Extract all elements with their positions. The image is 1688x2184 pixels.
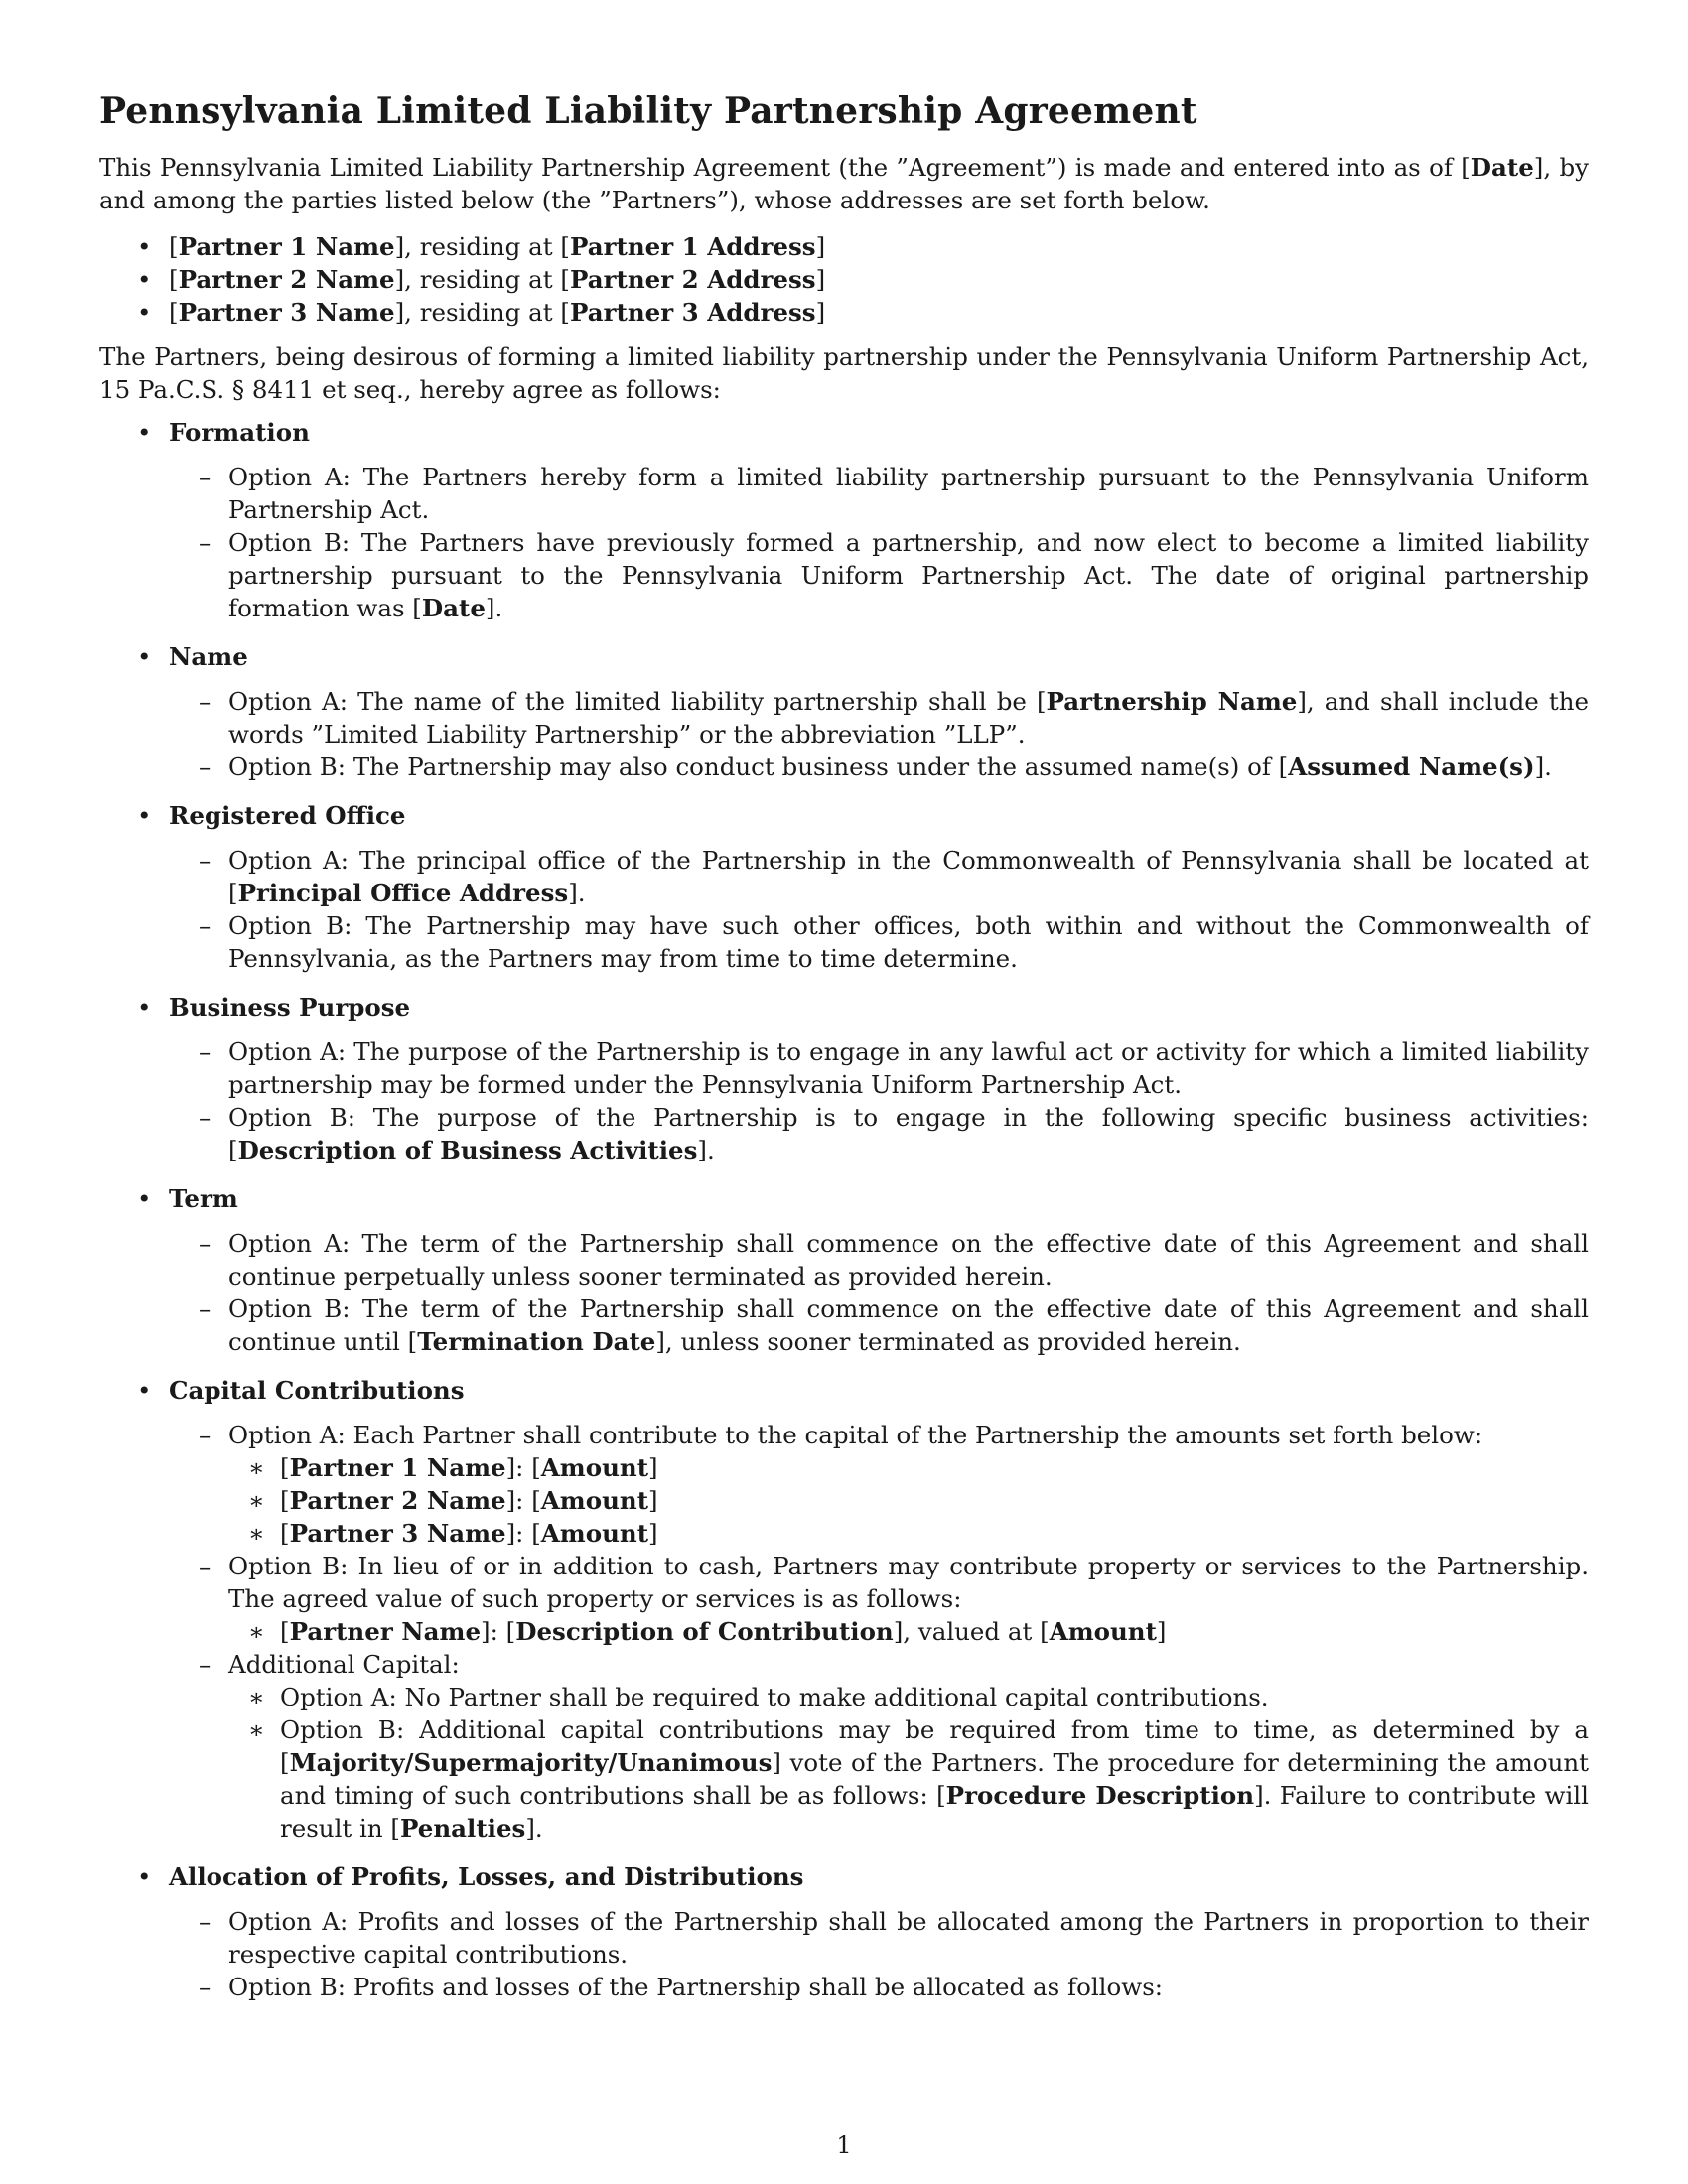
section-heading: • Term (169, 1184, 238, 1213)
document-page (99, 87, 1589, 2019)
section-registered-office (99, 799, 1589, 975)
item-joiner: ]: [ (481, 1617, 516, 1646)
option-a (169, 685, 1589, 751)
option-text: Option B: The Partners have previously formed a partnership, and now elect to become a limited liability partnership pursuant to the Pennsylvania Uniform Partnership Act. The date of original partnership formation was [ (228, 528, 1589, 622)
option-text: ]. Failure to contribute will result in [ (280, 1781, 1589, 1843)
additional-capital (169, 1648, 1589, 1844)
party-name: Partner 2 Name (178, 265, 395, 294)
partner-name: Partner 3 Name (289, 1519, 506, 1548)
partnership-name-placeholder: Partnership Name (1046, 687, 1298, 716)
party-address: Partner 2 Address (569, 265, 816, 294)
section-allocation (99, 1860, 1589, 2003)
intro-paragraph (99, 151, 1589, 216)
section-term (99, 1182, 1589, 1358)
agreement-statement: The Partners, being desirous of forming a limited liability partnership under the Pennsylvania Uniform Partnership Act, 15 Pa.C.S. § 8411 et seq., hereby agree as follows: (99, 342, 1589, 404)
option-list (169, 844, 1589, 975)
party-list (99, 230, 1589, 329)
option-list (169, 1227, 1589, 1358)
procedure-placeholder: Procedure Description (945, 1781, 1255, 1810)
intro-text: This Pennsylvania Limited Liability Partnership Agreement (the ”Agreement”) is made and entered into as of [ (99, 153, 1471, 182)
contribution-item: ∗ [Partner 1 Name]: [Amount] (228, 1451, 1589, 1484)
section-heading: • Formation (169, 418, 310, 447)
amount-placeholder: Amount (540, 1453, 649, 1482)
penalties-placeholder: Penalties (400, 1814, 526, 1843)
party-item: • [Partner 1 Name], residing at [Partner 1 Address] (99, 230, 1589, 263)
document-title: Pennsylvania Limited Liability Partnership Agreement (99, 90, 1197, 132)
section-formation (99, 416, 1589, 624)
party-joiner: ], residing at [ (394, 232, 570, 261)
section-heading: • Capital Contributions (169, 1376, 465, 1405)
option-b (169, 1101, 1589, 1166)
amount-placeholder: Amount (1049, 1617, 1157, 1646)
option-b: – Option B: The Partnership may have such other offices, both within and without the Commonwealth of Pennsylvania, as the Partners may from time to time determine. (169, 909, 1589, 975)
assumed-name-placeholder: Assumed Name(s) (1288, 752, 1535, 781)
intro-text-end: ], by and among the parties listed below (the ”Partners”), whose addresses are set forth below. (99, 153, 1589, 214)
option-text: Option B: The term of the Partnership shall commence on the effective date of this Agreement and shall continue until [ (228, 1295, 1589, 1356)
page-number: 1 (836, 2131, 852, 2159)
termination-date-placeholder: Termination Date (417, 1327, 656, 1356)
option-a: – Option A: The term of the Partnership shall commence on the effective date of this Agreement and shall continue perpetually unless sooner terminated as provided herein. (169, 1227, 1589, 1293)
activities-placeholder: Description of Business Activities (237, 1136, 698, 1164)
option-a (169, 1419, 1589, 1550)
additional-capital-options (228, 1681, 1589, 1844)
amount-placeholder: Amount (540, 1519, 649, 1548)
option-text-end: ]. (568, 879, 586, 907)
option-list (169, 1419, 1589, 1844)
partner-name: Partner 2 Name (289, 1486, 506, 1515)
party-address: Partner 1 Address (569, 232, 816, 261)
section-business-purpose (99, 991, 1589, 1166)
option-a: – Option A: Profits and losses of the Partnership shall be allocated among the Partners in proportion to their respective capital contributions. (169, 1905, 1589, 1971)
option-text-end: ]. (485, 594, 503, 622)
option-list (169, 461, 1589, 624)
contribution-item: ∗ [Partner 3 Name]: [Amount] (228, 1517, 1589, 1550)
section-heading: • Allocation of Profits, Losses, and Distributions (169, 1862, 804, 1891)
date-placeholder: Date (421, 594, 486, 622)
section-heading: • Registered Office (169, 801, 406, 830)
option-text: Option B: In lieu of or in addition to cash, Partners may contribute property or services to the Partnership. The agreed value of such property or services is as follows: (228, 1552, 1589, 1613)
party-name: Partner 3 Name (178, 298, 395, 327)
contribution-list (228, 1451, 1589, 1550)
additional-capital-label: Additional Capital: (228, 1650, 460, 1679)
party-joiner: ], residing at [ (394, 265, 570, 294)
section-capital-contributions (99, 1374, 1589, 1844)
section-heading: • Name (169, 642, 248, 671)
contribution-description-placeholder: Description of Contribution (515, 1617, 894, 1646)
party-address: Partner 3 Address (569, 298, 816, 327)
vote-type-placeholder: Majority/Supermajority/Unanimous (289, 1748, 773, 1777)
option-text-end: ], unless sooner terminated as provided herein. (655, 1327, 1241, 1356)
item-joiner: ]: [ (505, 1486, 541, 1515)
partner-name: Partner 1 Name (289, 1453, 506, 1482)
section-name (99, 640, 1589, 783)
option-a: – Option A: The purpose of the Partnership is to engage in any lawful act or activity for which a limited liability partnership may be formed under the Pennsylvania Uniform Partnership Act. (169, 1035, 1589, 1101)
contribution-item: ∗ [Partner Name]: [Description of Contribution], valued at [Amount] (228, 1615, 1589, 1648)
option-text: Option A: The name of the limited liability partnership shall be [ (228, 687, 1047, 716)
date-placeholder: Date (1470, 153, 1534, 182)
party-item: • [Partner 2 Name], residing at [Partner 2 Address] (99, 263, 1589, 296)
option-text-end: ]. (525, 1814, 543, 1843)
option-text: Option A: Each Partner shall contribute to the capital of the Partnership the amounts set forth below: (228, 1421, 1483, 1449)
option-a: – Option A: The Partners hereby form a limited liability partnership pursuant to the Pennsylvania Uniform Partnership Act. (169, 461, 1589, 526)
party-item: • [Partner 3 Name], residing at [Partner 3 Address] (99, 296, 1589, 329)
option-text-end: ]. (697, 1136, 715, 1164)
option-text: ] vote of the Partners. The procedure for determining the amount and timing of such contributions shall be as follows: [ (280, 1748, 1589, 1810)
option-b (228, 1713, 1589, 1844)
option-a: ∗ Option A: No Partner shall be required to make additional capital contributions. (228, 1681, 1589, 1713)
item-joiner: ]: [ (505, 1453, 541, 1482)
item-joiner: ]: [ (505, 1519, 541, 1548)
contribution-item: ∗ [Partner 2 Name]: [Amount] (228, 1484, 1589, 1517)
option-b (169, 1293, 1589, 1358)
option-a (169, 844, 1589, 909)
amount-placeholder: Amount (540, 1486, 649, 1515)
partner-name: Partner Name (289, 1617, 482, 1646)
section-list (99, 416, 1589, 2003)
option-text: Option B: Additional capital contributions may be required from time to time, as determined by a [ (280, 1715, 1589, 1777)
option-list (169, 1035, 1589, 1166)
option-text: Option B: The Partnership may also conduct business under the assumed name(s) of [ (228, 752, 1289, 781)
party-joiner: ], residing at [ (394, 298, 570, 327)
option-list (169, 1905, 1589, 2003)
option-b (169, 751, 1589, 783)
option-b (169, 526, 1589, 624)
item-joiner: ], valued at [ (893, 1617, 1050, 1646)
office-address-placeholder: Principal Office Address (237, 879, 569, 907)
option-b: – Option B: Profits and losses of the Partnership shall be allocated as follows: (169, 1971, 1589, 2003)
option-b (169, 1550, 1589, 1648)
option-text-end: ], and shall include the words ”Limited Liability Partnership” or the abbreviation ”LLP”. (228, 687, 1589, 749)
option-list (169, 685, 1589, 783)
party-name: Partner 1 Name (178, 232, 395, 261)
option-text: Option B: The purpose of the Partnership is to engage in the following specific business activities: [ (228, 1103, 1589, 1164)
section-heading: • Business Purpose (169, 993, 411, 1022)
contribution-list (228, 1615, 1589, 1648)
option-text: Option A: The principal office of the Partnership in the Commonwealth of Pennsylvania shall be located at [ (228, 846, 1589, 907)
option-text-end: ]. (1534, 752, 1552, 781)
